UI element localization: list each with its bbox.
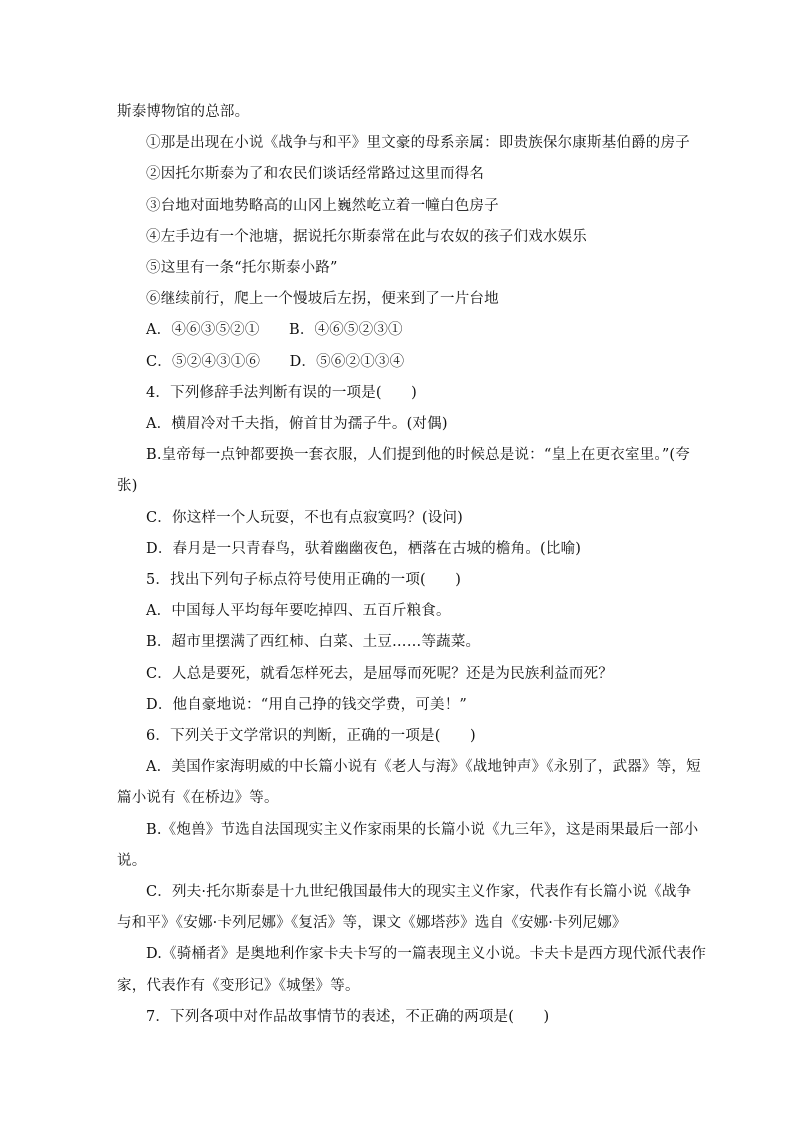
answer-choice-continued: 家，代表作有《变形记》《城堡》等。 [117, 977, 360, 994]
answer-choices: C．⑤②④③①⑥ D．⑤⑥②①③④ [146, 353, 405, 370]
answer-choice: C．列夫·托尔斯泰是十九世纪俄国最伟大的现实主义作家，代表作有长篇小说《战争 [146, 884, 692, 901]
option-line: ①那是出现在小说《战争与和平》里文豪的母系亲属：即贵族保尔康斯基伯爵的房子 [146, 135, 690, 152]
question-5: 5．找出下列句子标点符号使用正确的一项( ) [146, 572, 462, 589]
option-line: ④左手边有一个池塘，据说托尔斯泰常在此与农奴的孩子们戏水娱乐 [146, 228, 587, 245]
answer-choice: D．他自豪地说：“用自己挣的钱交学费，可美！” [146, 696, 468, 713]
answer-choice: D.《骑桶者》是奥地利作家卡夫卡写的一篇表现主义小说。卡夫卡是西方现代派代表作 [146, 946, 707, 963]
answer-choice: B．超市里摆满了西红柿、白菜、土豆……等蔬菜。 [146, 634, 481, 651]
question-4: 4．下列修辞手法判断有误的一项是( ) [146, 384, 418, 401]
answer-choice-continued: 说。 [117, 852, 147, 869]
answer-choice: C．人总是要死，就看怎样死去，是屈辱而死呢？还是为民族利益而死？ [146, 665, 613, 682]
answer-choice: D．春月是一只青春鸟，驮着幽幽夜色，栖落在古城的檐角。(比喻) [146, 540, 582, 557]
answer-choice-continued: 张) [117, 478, 138, 495]
answer-choices: A．④⑥③⑤②① B．④⑥⑤②③① [146, 322, 403, 339]
answer-choice: C．你这样一个人玩耍，不也有点寂寞吗？(设问) [146, 509, 464, 526]
answer-choice: A．中国每人平均每年要吃掉四、五百斤粮食。 [146, 603, 451, 620]
answer-choice-continued: 篇小说有《在桥边》等。 [117, 790, 279, 807]
answer-choice: B.皇帝每一点钟都要换一套衣服，人们提到他的时候总是说：“皇上在更衣室里。”(夸 [146, 447, 690, 464]
option-line: ③台地对面地势略高的山冈上巍然屹立着一幢白色房子 [146, 197, 499, 214]
option-line: ⑥继续前行，爬上一个慢坡后左拐，便来到了一片台地 [146, 291, 499, 308]
answer-choice: B.《炮兽》节选自法国现实主义作家雨果的长篇小说《九三年》，这是雨果最后一部小 [146, 821, 699, 838]
answer-choice: A．美国作家海明威的中长篇小说有《老人与海》《战地钟声》《永别了，武器》等，短 [146, 759, 701, 776]
question-6: 6．下列关于文学常识的判断，正确的一项是( ) [146, 728, 476, 745]
answer-choice-continued: 与和平》《安娜·卡列尼娜》《复活》等，课文《娜塔莎》选自《安娜·卡列尼娜》 [117, 915, 627, 932]
question-7: 7．下列各项中对作品故事情节的表述，不正确的两项是( ) [146, 1008, 550, 1025]
answer-choice: A．横眉冷对千夫指，俯首甘为孺子牛。(对偶) [146, 416, 448, 433]
text-line: 斯泰博物馆的总部。 [117, 104, 250, 120]
document-page [117, 97, 707, 1033]
option-line: ②因托尔斯泰为了和农民们谈话经常路过这里而得名 [146, 166, 485, 183]
option-line: ⑤这里有一条“托尔斯泰小路” [146, 260, 338, 277]
